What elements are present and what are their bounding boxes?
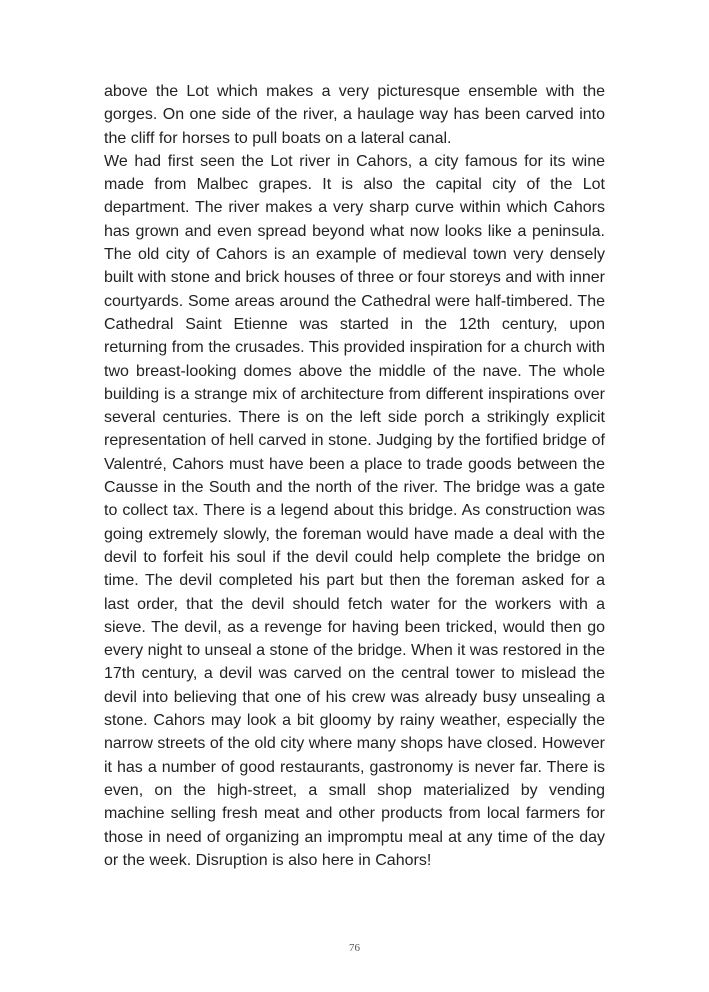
paragraph-cahors: We had first seen the Lot river in Cahors, a city famous for its wine made from Malbec grapes. It is also the capital city of the Lot department. The river makes a very sharp curve within which Cahors has grown and even spread beyond what now looks like a peninsula. The old city of Cahors is an example of medieval town very densely built with stone and brick houses of three or four storeys and with inner courtyards. Some areas around the Cathedral were half-timbered. The Cathedral Saint Etienne was started in the 12th century, upon returning from the crusades. This provided inspiration for a church with two breast-looking domes above the middle of the nave. The whole building is a strange mix of architecture from different inspirations over several centuries. There is on the left side porch a strikingly explicit representation of hell carved in stone. Judging by the fortified bridge of Valentré, Cahors must have been a place to trade goods between the Causse in the South and the north of the river. The bridge was a gate to collect tax. There is a legend about this bridge. As construction was going extremely slowly, the foreman would have made a deal with the devil to forfeit his soul if the devil could help complete the bridge on time. The devil completed his part but then the foreman asked for a last order, that the devil should fetch water for the workers with a sieve. The devil, as a revenge for having been tricked, would then go every night to unseal a stone of the bridge. When it was restored in the 17th century, a devil was carved on the central tower to mislead the devil into believing that one of his crew was already busy unsealing a stone. Cahors may look a bit gloomy by rainy weather, especially the narrow streets of the old city where many shops have closed. However it has a number of good restaurants, gastronomy is never far. There is even, on the high-street, a small shop materialized by vending machine selling fresh meat and other products from local farmers for those in need of organizing an impromptu meal at any time of the day or the week. Disruption is also here in Cahors! [104,152,605,869]
body-text [104,80,605,872]
paragraph-continuation: above the Lot which makes a very picturesque ensemble with the gorges. On one side of the river, a haulage way has been carved into the cliff for horses to pull boats on a lateral canal. [104,83,605,147]
page-number: 76 [349,942,360,954]
